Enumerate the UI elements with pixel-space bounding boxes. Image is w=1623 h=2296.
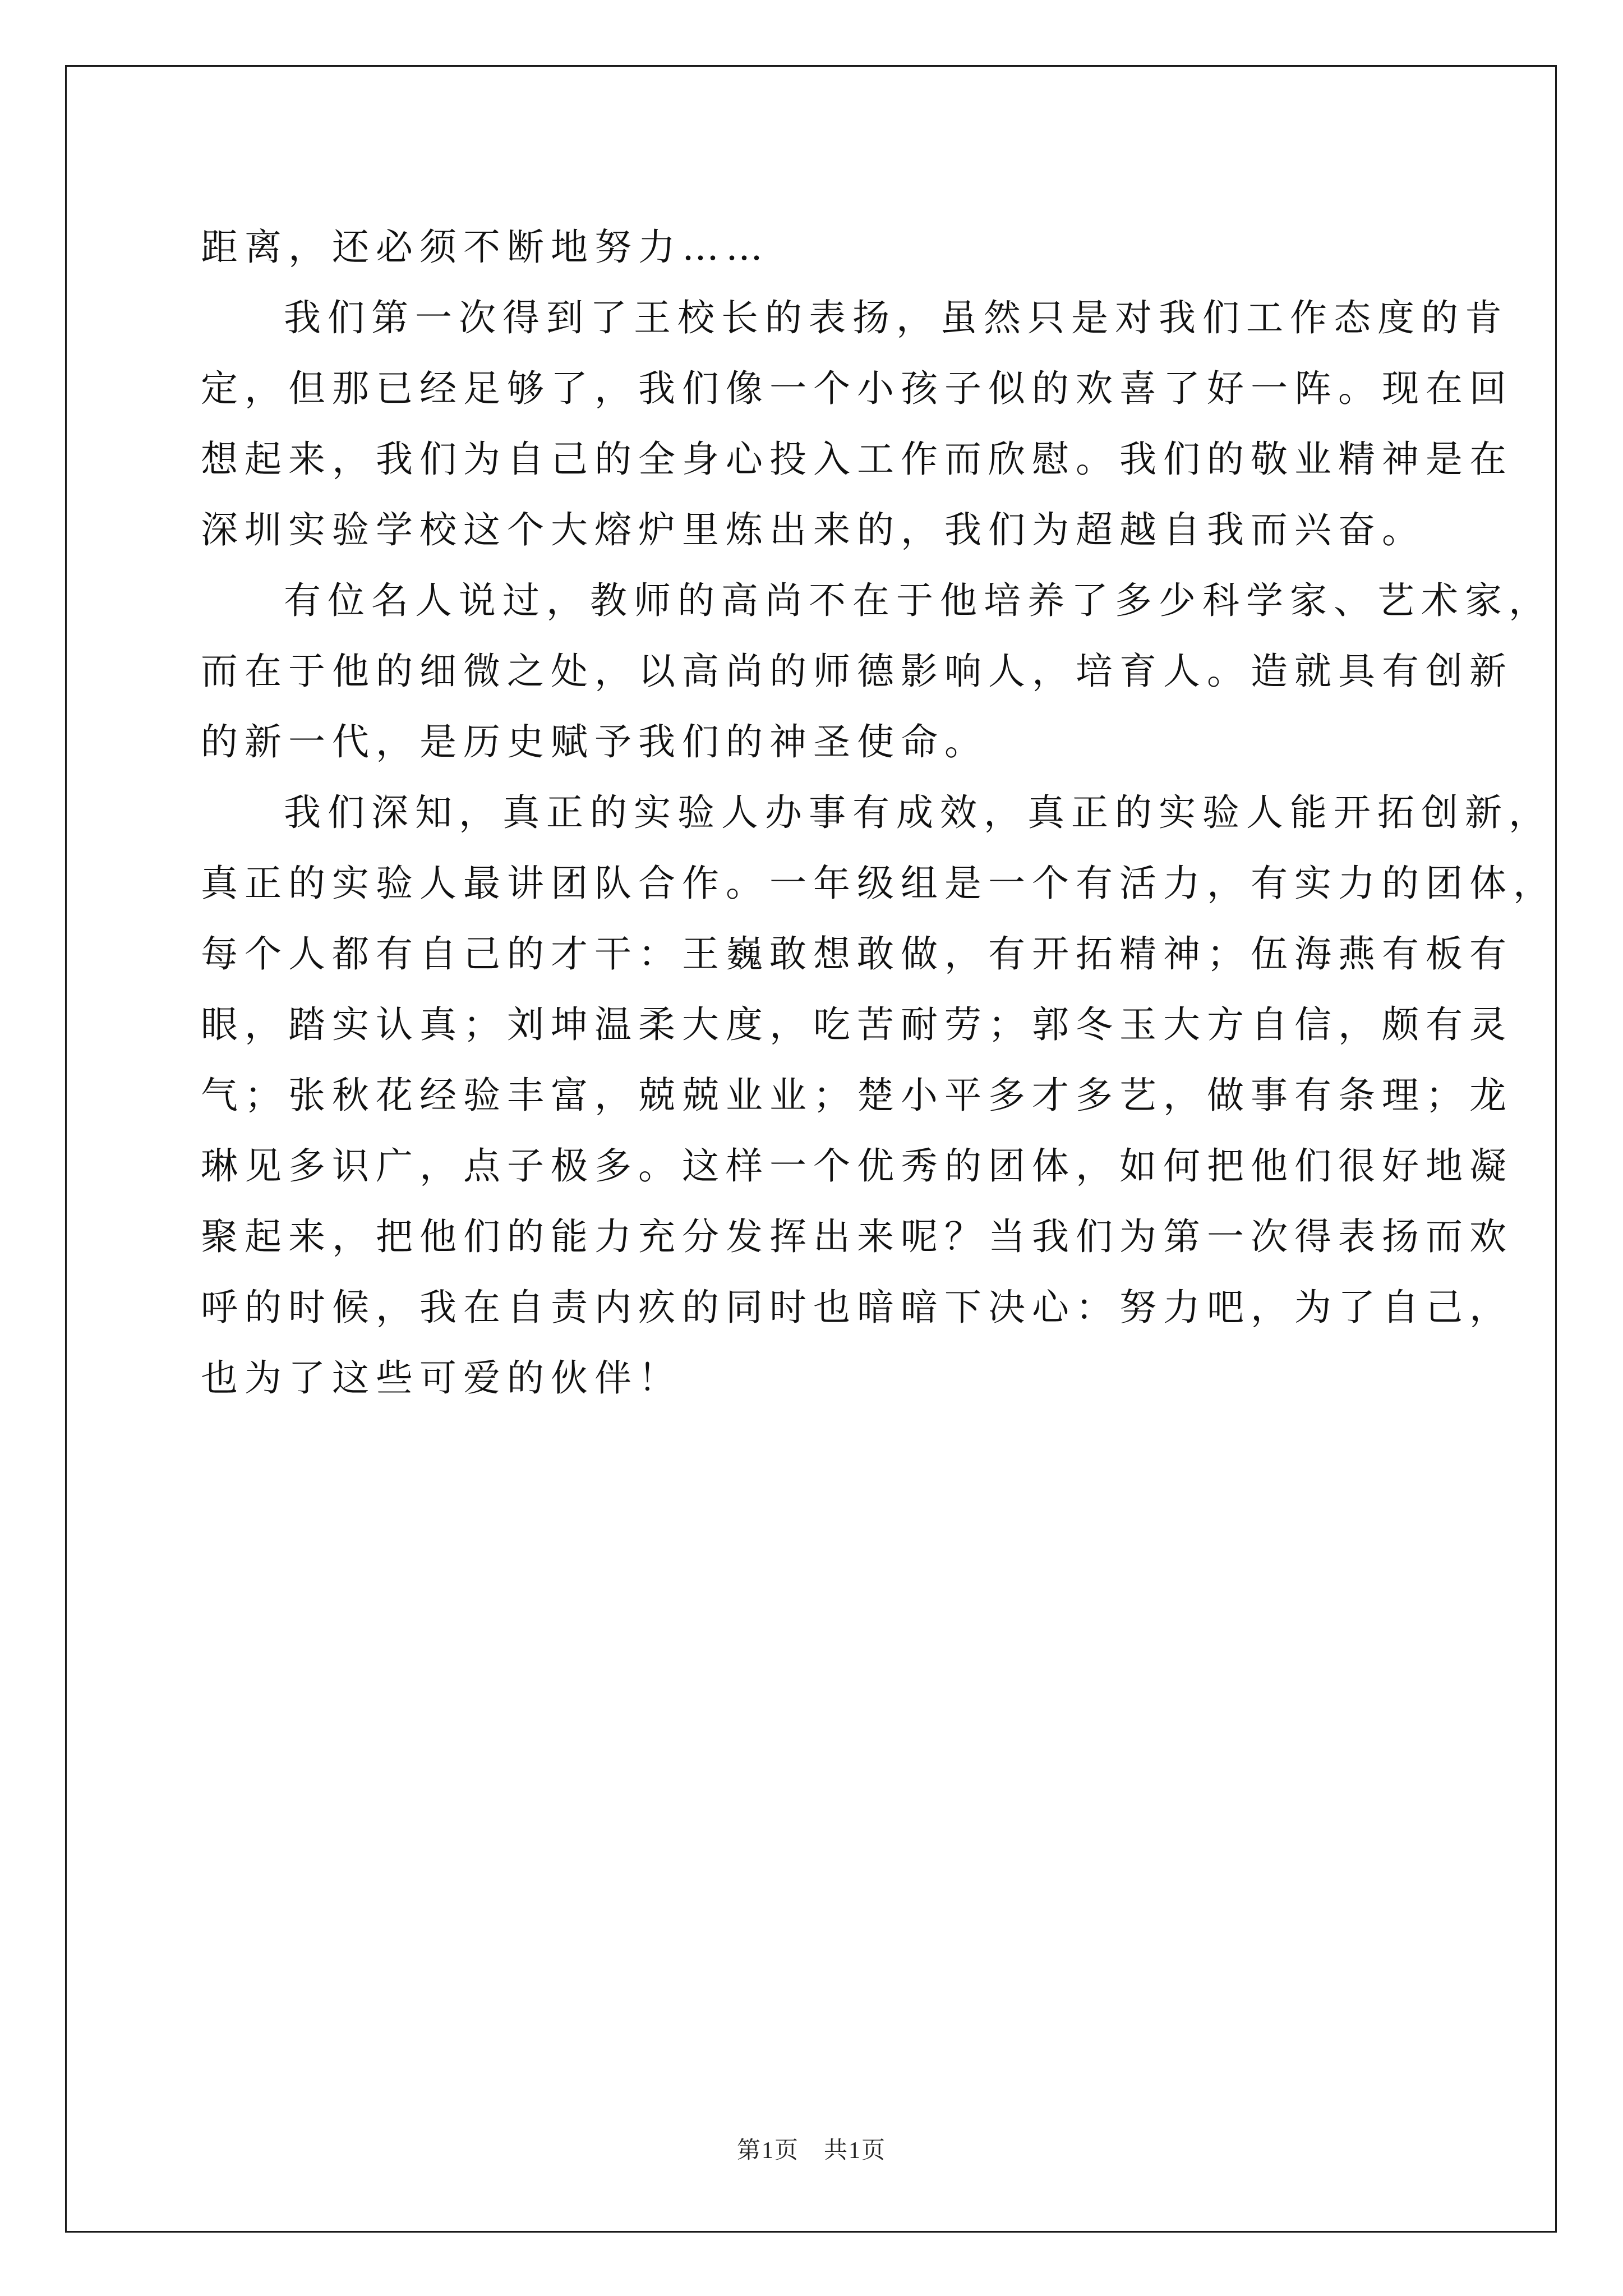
text-line: 想起来，我们为自己的全身心投入工作而欣慰。我们的敬业精神是在 [201,438,1513,481]
text-line: 眼，踏实认真；刘坤温柔大度，吃苦耐劳；郭冬玉大方自信，颇有灵 [201,1003,1513,1046]
text-line: 每个人都有自己的才干：王巍敢想敢做，有开拓精神；伍海燕有板有 [201,932,1513,976]
text-line: 深圳实验学校这个大熔炉里炼出来的，我们为超越自我而兴奋。 [201,508,1426,551]
document-body [201,212,1557,1414]
text-line: 聚起来，把他们的能力充分发挥出来呢？当我们为第一次得表扬而欢 [201,1215,1513,1258]
page-number-footer: 第1页 共1页 [736,2138,886,2164]
text-line: 有位名人说过，教师的高尚不在于他培养了多少科学家、艺术家， [284,579,1552,622]
text-line: 距离，还必须不断地努力…… [201,226,769,269]
text-line: 我们第一次得到了王校长的表扬，虽然只是对我们工作态度的肯 [284,296,1509,339]
text-line: 呼的时候，我在自责内疚的同时也暗暗下决心：努力吧，为了自己， [201,1286,1513,1329]
text-line: 真正的实验人最讲团队合作。一年级组是一个有活力，有实力的团体， [201,862,1557,905]
text-line: 也为了这些可爱的伙伴！ [201,1356,682,1400]
text-line: 琳见多识广，点子极多。这样一个优秀的团体，如何把他们很好地凝 [201,1144,1513,1188]
text-line: 定，但那已经足够了，我们像一个小孩子似的欢喜了好一阵。现在回 [201,367,1513,410]
text-line: 而在于他的细微之处，以高尚的师德影响人，培育人。造就具有创新 [201,650,1513,693]
text-line: 的新一代，是历史赋予我们的神圣使命。 [201,720,988,763]
text-line: 气；张秋花经验丰富，兢兢业业；楚小平多才多艺，做事有条理；龙 [201,1074,1513,1117]
text-line: 我们深知，真正的实验人办事有成效，真正的实验人能开拓创新， [284,791,1552,834]
